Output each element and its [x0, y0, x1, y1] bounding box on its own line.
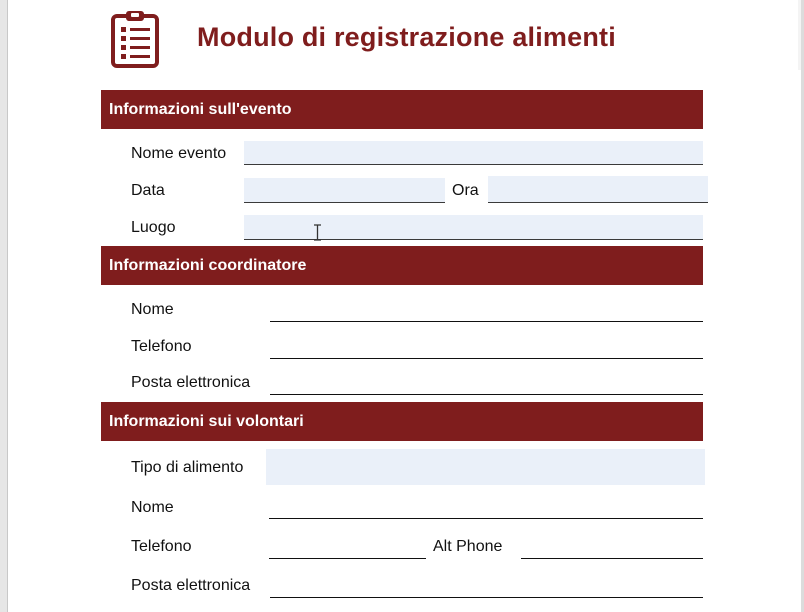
coordinator-phone-label: Telefono [131, 338, 192, 355]
text-cursor-icon [313, 224, 322, 241]
volunteer-phone-label: Telefono [131, 538, 192, 555]
volunteer-email-label: Posta elettronica [131, 577, 251, 594]
time-field[interactable] [488, 176, 708, 203]
volunteer-name-field[interactable] [269, 495, 703, 519]
volunteer-name-label: Nome [131, 499, 174, 516]
section-heading-volunteers: Informazioni sui volontari [101, 402, 703, 441]
section-heading-coordinator: Informazioni coordinatore [101, 246, 703, 285]
place-label: Luogo [131, 219, 176, 236]
section-heading-event: Informazioni sull'evento [101, 90, 703, 129]
page-title: Modulo di registrazione alimenti [197, 22, 616, 52]
time-label: Ora [452, 182, 479, 199]
event-name-label: Nome evento [131, 145, 227, 162]
page-left-edge [0, 0, 8, 612]
food-type-label: Tipo di alimento [131, 459, 244, 476]
event-name-field[interactable] [244, 141, 703, 165]
coordinator-phone-field[interactable] [270, 335, 703, 359]
coordinator-email-label: Posta elettronica [131, 374, 251, 391]
date-label: Data [131, 182, 165, 199]
coordinator-name-field[interactable] [270, 298, 703, 322]
food-type-field[interactable] [266, 449, 705, 485]
coordinator-email-field[interactable] [270, 371, 703, 395]
volunteer-email-field[interactable] [270, 574, 703, 598]
coordinator-name-label: Nome [131, 301, 174, 318]
clipboard-checklist-icon [110, 10, 160, 68]
alt-phone-field[interactable] [521, 535, 703, 559]
alt-phone-label: Alt Phone [433, 538, 503, 555]
volunteer-phone-field[interactable] [269, 535, 426, 559]
date-field[interactable] [244, 178, 445, 203]
